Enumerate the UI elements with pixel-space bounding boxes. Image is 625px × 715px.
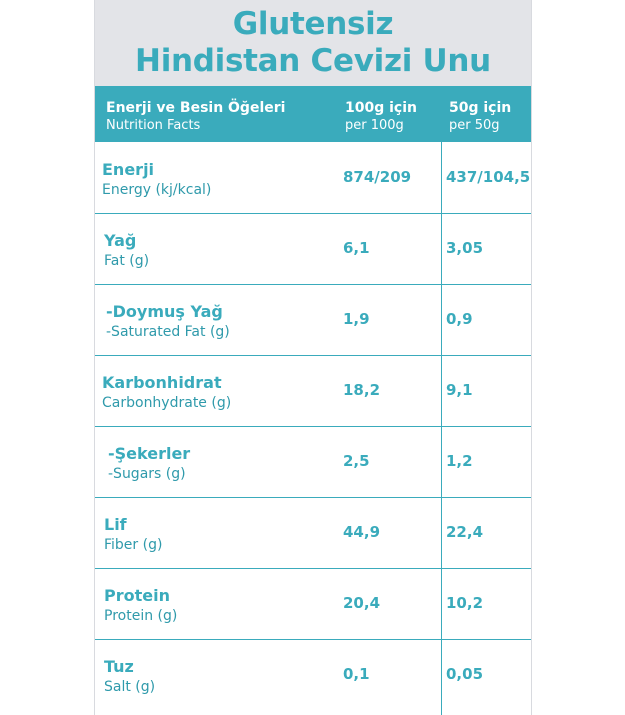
nutrient-name-en: Fiber (g) bbox=[104, 537, 163, 553]
nutrient-row-fat bbox=[94, 213, 532, 284]
nutrient-row-saturated-fat bbox=[94, 284, 532, 355]
nutrient-name bbox=[108, 444, 190, 484]
value-per100: 874/209 bbox=[343, 168, 412, 186]
nutrient-name-tr: Enerji bbox=[102, 160, 155, 179]
header-nutrition-en: Nutrition Facts bbox=[106, 118, 201, 133]
value-per50: 10,2 bbox=[446, 594, 484, 612]
title-box bbox=[94, 0, 532, 86]
value-per50: 9,1 bbox=[446, 381, 473, 399]
nutrient-name-tr: Lif bbox=[104, 515, 127, 534]
header-per100-en: per 100g bbox=[345, 118, 404, 133]
nutrient-name-tr: -Şekerler bbox=[108, 444, 191, 463]
value-per100: 44,9 bbox=[343, 523, 381, 541]
value-per50: 0,05 bbox=[446, 665, 484, 683]
nutrient-name bbox=[104, 231, 149, 271]
panel-left-edge bbox=[94, 0, 95, 715]
nutrient-name-tr: Yağ bbox=[104, 231, 137, 250]
nutrient-name bbox=[106, 302, 230, 342]
header-per100 bbox=[345, 100, 417, 134]
nutrient-name bbox=[104, 586, 177, 626]
nutrient-name-tr: Protein bbox=[104, 586, 170, 605]
nutrient-name-tr: Tuz bbox=[104, 657, 134, 676]
nutrient-row-fiber bbox=[94, 497, 532, 568]
value-per50: 22,4 bbox=[446, 523, 484, 541]
nutrient-name-en: -Saturated Fat (g) bbox=[106, 324, 230, 340]
nutrient-name-en: Salt (g) bbox=[104, 679, 156, 695]
nutrient-row-salt bbox=[94, 639, 532, 710]
nutrient-name-en: -Sugars (g) bbox=[108, 466, 186, 482]
header-nutrition-tr: Enerji ve Besin Öğeleri bbox=[106, 100, 286, 116]
column-divider bbox=[441, 142, 442, 715]
nutrient-row-protein bbox=[94, 568, 532, 639]
value-per100: 18,2 bbox=[343, 381, 381, 399]
value-per50: 437/104,5 bbox=[446, 168, 531, 186]
nutrient-name-en: Carbonhydrate (g) bbox=[102, 395, 232, 411]
table-header bbox=[94, 86, 532, 142]
nutrient-name-en: Fat (g) bbox=[104, 253, 150, 269]
header-per100-tr: 100g için bbox=[345, 100, 417, 116]
nutrient-row-sugars bbox=[94, 426, 532, 497]
nutrient-name bbox=[102, 160, 211, 200]
value-per50: 3,05 bbox=[446, 239, 484, 257]
header-per50 bbox=[449, 100, 511, 134]
product-title-line2: Hindistan Cevizi Unu bbox=[135, 43, 491, 79]
nutrient-name bbox=[102, 373, 231, 413]
nutrient-name-en: Protein (g) bbox=[104, 608, 178, 624]
header-per50-tr: 50g için bbox=[449, 100, 512, 116]
nutrient-row-carbohydrate bbox=[94, 355, 532, 426]
nutrient-name-tr: Karbonhidrat bbox=[102, 373, 222, 392]
value-per100: 6,1 bbox=[343, 239, 370, 257]
header-per50-en: per 50g bbox=[449, 118, 500, 133]
value-per50: 0,9 bbox=[446, 310, 473, 328]
nutrient-name bbox=[104, 515, 162, 555]
nutrient-name-en: Energy (kj/kcal) bbox=[102, 182, 212, 198]
nutrition-panel bbox=[94, 0, 532, 715]
nutrient-row-energy bbox=[94, 142, 532, 213]
panel-right-edge bbox=[531, 0, 532, 715]
header-nutrition bbox=[106, 100, 285, 134]
value-per100: 2,5 bbox=[343, 452, 370, 470]
nutrient-name-tr: -Doymuş Yağ bbox=[106, 302, 223, 321]
product-title-line1: Glutensiz bbox=[232, 6, 394, 42]
value-per50: 1,2 bbox=[446, 452, 473, 470]
nutrient-name bbox=[104, 657, 155, 697]
value-per100: 1,9 bbox=[343, 310, 370, 328]
value-per100: 20,4 bbox=[343, 594, 381, 612]
value-per100: 0,1 bbox=[343, 665, 370, 683]
